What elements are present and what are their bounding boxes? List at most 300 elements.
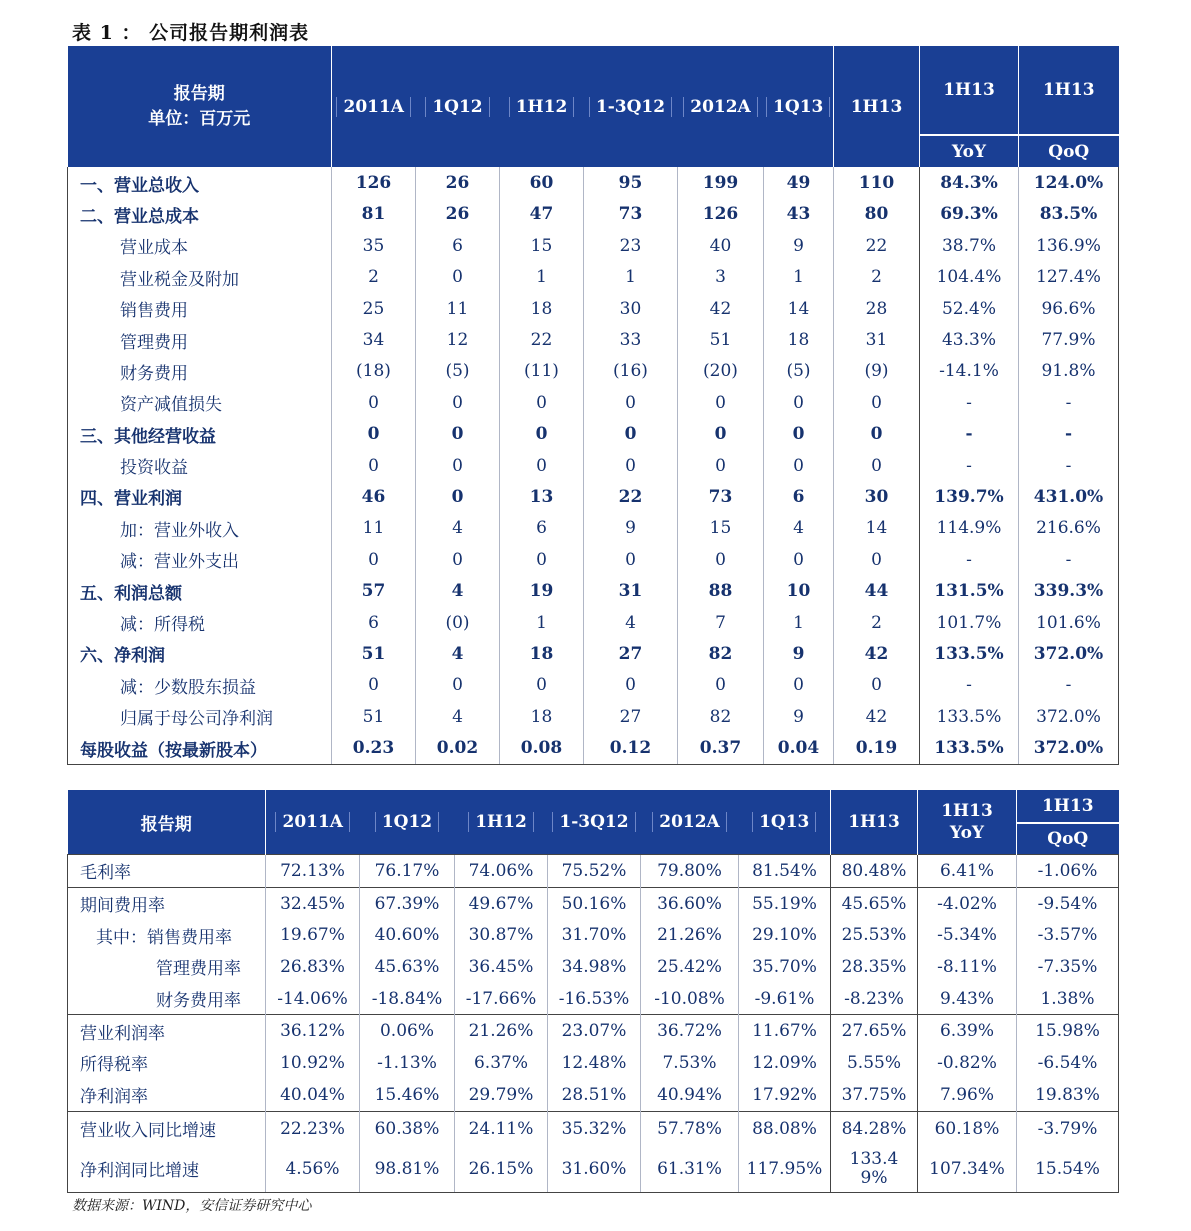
table-cell [831,1146,918,1193]
table-cell: (0) [416,607,500,638]
table-row [68,356,1119,387]
table-row [68,1047,1119,1079]
table-cell: (16) [584,356,678,387]
qoq-cell: -6.54% [1017,1047,1119,1079]
table-cell: 0 [678,450,764,481]
table-cell: 0 [500,544,584,575]
table-cell: 6 [500,513,584,544]
table-cell: 25 [332,293,416,324]
yoy-cell: 52.4% [920,293,1019,324]
qoq-cell: - [1019,419,1119,450]
table-cell: 0 [416,544,500,575]
row-label: 减：少数股东损益 [68,670,332,701]
yoy-cell: - [920,387,1019,418]
table-cell: 0 [416,262,500,293]
table-cell: 126 [332,167,416,198]
table-cell: 28.35% [831,951,918,983]
table-cell: 27.65% [831,1015,918,1047]
table-cell: 40.04% [266,1079,360,1111]
yoy-cell: - [920,450,1019,481]
qoq-cell: - [1019,450,1119,481]
ratio-report-period-header: 报告期 [68,790,266,855]
row-label: 管理费用率 [68,951,266,983]
table-cell: 9 [764,638,834,669]
table-cell: 0 [834,544,920,575]
table-cell: 35 [332,230,416,261]
table-cell: 9 [584,513,678,544]
table-cell: 11 [332,513,416,544]
table-cell: 79.80% [641,855,739,888]
table-cell: 0 [678,387,764,418]
row-label: 投资收益 [68,450,332,481]
table-cell: 1 [500,262,584,293]
table-cell: (5) [416,356,500,387]
table-cell: 0.02 [416,732,500,764]
table-cell: (20) [678,356,764,387]
table-cell: 40 [678,230,764,261]
table-cell: 82 [678,638,764,669]
yoy-cell: 69.3% [920,199,1019,230]
table-cell: 0 [678,544,764,575]
table-cell: 4 [416,701,500,732]
table-cell: 4 [416,575,500,606]
col-header-1q13: 1Q13 [764,46,834,167]
table-cell: 22.23% [266,1111,360,1146]
table-row [68,855,1119,888]
table-cell: 30.87% [455,919,548,951]
table-cell: 0.37 [678,732,764,764]
table-cell: 0.06% [360,1015,455,1047]
qoq-cell: 83.5% [1019,199,1119,230]
table-cell: -8.23% [831,983,918,1015]
table-cell: 42 [678,293,764,324]
row-label: 营业税金及附加 [68,262,332,293]
yoy-cell: 114.9% [920,513,1019,544]
ratio-col-header-qoq-period: 1H13 [1017,790,1119,823]
yoy-cell: 9.43% [918,983,1017,1015]
table-cell: 55.19% [739,887,831,919]
ratio-table [67,790,1119,1193]
row-label: 净利润率 [68,1079,266,1111]
table-cell: 0 [834,387,920,418]
table-cell: 42 [834,638,920,669]
qoq-cell: 15.54% [1017,1146,1119,1193]
table-row [68,293,1119,324]
qoq-cell: 15.98% [1017,1015,1119,1047]
qoq-cell: -9.54% [1017,887,1119,919]
yoy-cell: -0.82% [918,1047,1017,1079]
table-cell: 0 [764,450,834,481]
table-cell: 28 [834,293,920,324]
table-cell: 28.51% [548,1079,641,1111]
table-cell: 18 [500,701,584,732]
row-label: 归属于母公司净利润 [68,701,332,732]
table-cell: 126 [678,199,764,230]
table-cell: 0.04 [764,732,834,764]
qoq-cell: 96.6% [1019,293,1119,324]
table-cell: 7 [678,607,764,638]
table-cell: 51 [332,701,416,732]
table-row [68,1079,1119,1111]
qoq-cell: 136.9% [1019,230,1119,261]
col-header-1q12: 1Q12 [416,46,500,167]
table-cell: 21.26% [455,1015,548,1047]
table-cell: 0.19 [834,732,920,764]
table-cell: 0 [834,450,920,481]
table-cell: 44 [834,575,920,606]
wrapped-cell-text: 133.49% [849,1148,899,1188]
table-cell: 36.60% [641,887,739,919]
yoy-cell: 133.5% [920,638,1019,669]
qoq-cell: 216.6% [1019,513,1119,544]
row-label: 四、营业利润 [68,481,332,512]
table-cell: 60.38% [360,1111,455,1146]
qoq-cell: 1.38% [1017,983,1119,1015]
row-label: 销售费用 [68,293,332,324]
table-cell: 0 [416,481,500,512]
table-cell: 17.92% [739,1079,831,1111]
row-label: 毛利率 [68,855,266,888]
table-cell: 0 [584,387,678,418]
table-cell: -10.08% [641,983,739,1015]
yoy-cell: 84.3% [920,167,1019,198]
table-cell: 36.72% [641,1015,739,1047]
yoy-cell: 6.41% [918,855,1017,888]
table-cell: 7.53% [641,1047,739,1079]
table-cell: 2 [834,262,920,293]
table-row [68,387,1119,418]
table-cell: 0.08 [500,732,584,764]
table-cell: 18 [764,324,834,355]
table-cell: -18.84% [360,983,455,1015]
table-cell: 0 [584,450,678,481]
table-cell: (5) [764,356,834,387]
col-header-2011a: 2011A [332,46,416,167]
yoy-cell: 131.5% [920,575,1019,606]
table-cell: 15.46% [360,1079,455,1111]
table-cell: 10.92% [266,1047,360,1079]
col-header-yoy-period: 1H13 [920,46,1019,135]
table-cell: 72.13% [266,855,360,888]
table-cell: 15 [500,230,584,261]
row-label: 资产减值损失 [68,387,332,418]
table-row [68,1111,1119,1146]
report-period-header [68,46,332,167]
table-row [68,732,1119,764]
table-cell: -17.66% [455,983,548,1015]
ratio-col-header-qoq: QoQ [1017,823,1119,855]
table-cell: 4 [416,638,500,669]
table-cell: 1 [764,262,834,293]
table-cell: 0 [764,670,834,701]
ratio-col-header-yoy: 1H13 YoY [918,790,1017,855]
row-label: 营业利润率 [68,1015,266,1047]
table-row [68,951,1119,983]
col-header-1-3q12: 1-3Q12 [584,46,678,167]
data-source-note: 数据来源：WIND，安信证券研究中心 [72,1198,312,1214]
table-row [68,887,1119,919]
ratio-col-header-1q12: 1Q12 [360,790,455,855]
table-cell: 117.95% [739,1146,831,1193]
table-cell: 12.09% [739,1047,831,1079]
qoq-cell: 431.0% [1019,481,1119,512]
yoy-cell: 43.3% [920,324,1019,355]
table-cell: 30 [584,293,678,324]
col-header-qoq: QoQ [1019,135,1119,167]
yoy-cell: - [920,670,1019,701]
table-cell: 84.28% [831,1111,918,1146]
table-cell: 31 [584,575,678,606]
row-label: 减：营业外支出 [68,544,332,575]
table-cell: 0 [500,670,584,701]
table-row [68,670,1119,701]
table-cell: 35.70% [739,951,831,983]
table-row [68,575,1119,606]
ratio-col-header-1-3q12: 1-3Q12 [548,790,641,855]
qoq-cell: 101.6% [1019,607,1119,638]
table-cell: 31 [834,324,920,355]
table-cell: 26 [416,199,500,230]
table-cell: 31.70% [548,919,641,951]
table-row [68,919,1119,951]
row-label: 一、营业总收入 [68,167,332,198]
table-cell: 0 [500,387,584,418]
row-label: 六、净利润 [68,638,332,669]
table-cell: 36.12% [266,1015,360,1047]
table-cell: 42 [834,701,920,732]
table-cell: 14 [834,513,920,544]
table-row [68,638,1119,669]
table-row [68,230,1119,261]
table-cell: 11.67% [739,1015,831,1047]
row-label: 营业收入同比增速 [68,1111,266,1146]
table-cell: 6 [332,607,416,638]
qoq-cell: 372.0% [1019,701,1119,732]
table-cell: 80 [834,199,920,230]
table-cell: 34.98% [548,951,641,983]
table-cell: 80.48% [831,855,918,888]
table-cell: 199 [678,167,764,198]
yoy-cell: 139.7% [920,481,1019,512]
table-cell: 0 [332,450,416,481]
table-cell: 6 [764,481,834,512]
table-cell: 14 [764,293,834,324]
col-header-1h12: 1H12 [500,46,584,167]
table-cell: 6 [416,230,500,261]
table-row [68,199,1119,230]
table-cell: (18) [332,356,416,387]
table-cell: 67.39% [360,887,455,919]
table-row [68,419,1119,450]
yoy-cell: - [920,544,1019,575]
table-cell: 0.23 [332,732,416,764]
table-cell: 37.75% [831,1079,918,1111]
table-cell: 0 [764,387,834,418]
income-statement-table [67,46,1119,765]
row-label: 管理费用 [68,324,332,355]
table-cell: 57.78% [641,1111,739,1146]
qoq-cell: 372.0% [1019,732,1119,764]
table-cell: 36.45% [455,951,548,983]
table-cell: 0 [764,419,834,450]
ratio-col-header-1h12: 1H12 [455,790,548,855]
table-cell: -9.61% [739,983,831,1015]
table-cell: 12.48% [548,1047,641,1079]
table-cell: 98.81% [360,1146,455,1193]
table-cell: 0 [416,450,500,481]
col-header-yoy: YoY [920,135,1019,167]
ratio-col-header-1q13: 1Q13 [739,790,831,855]
table-cell: 22 [834,230,920,261]
table-cell: 0 [584,419,678,450]
table-cell: 0 [678,419,764,450]
yoy-cell: 7.96% [918,1079,1017,1111]
yoy-cell: - [920,419,1019,450]
qoq-cell: 127.4% [1019,262,1119,293]
table-cell: 26.15% [455,1146,548,1193]
table-cell: 45.63% [360,951,455,983]
table-cell: 95 [584,167,678,198]
qoq-cell: 19.83% [1017,1079,1119,1111]
qoq-cell: 91.8% [1019,356,1119,387]
table-cell: 9 [764,230,834,261]
table-cell: 81 [332,199,416,230]
table-cell: (9) [834,356,920,387]
row-label: 财务费用率 [68,983,266,1015]
table-row [68,983,1119,1015]
table-cell: 34 [332,324,416,355]
row-label: 财务费用 [68,356,332,387]
table-cell: 4 [764,513,834,544]
col-header-1h13: 1H13 [834,46,920,167]
row-label: 所得税率 [68,1047,266,1079]
table-cell: 110 [834,167,920,198]
page-title: 表 1 ： 公司报告期利润表 [72,22,310,44]
table-cell: 2 [834,607,920,638]
table-cell: 1 [500,607,584,638]
table-cell: 0 [500,450,584,481]
table-cell: 11 [416,293,500,324]
table-cell: 0 [584,670,678,701]
row-label: 三、其他经营收益 [68,419,332,450]
table-row [68,701,1119,732]
yoy-cell: 101.7% [920,607,1019,638]
table-cell: 18 [500,638,584,669]
table-cell: 25.42% [641,951,739,983]
table-cell: 29.79% [455,1079,548,1111]
qoq-cell: 77.9% [1019,324,1119,355]
yoy-cell: 38.7% [920,230,1019,261]
qoq-cell: -3.79% [1017,1111,1119,1146]
table-cell: 0 [332,544,416,575]
table-row [68,1146,1119,1193]
table-cell: 15 [678,513,764,544]
table-cell: 23 [584,230,678,261]
table-cell: 31.60% [548,1146,641,1193]
table-cell: 49.67% [455,887,548,919]
qoq-cell: 339.3% [1019,575,1119,606]
table-cell: 21.26% [641,919,739,951]
table-cell: 51 [678,324,764,355]
table-cell: 23.07% [548,1015,641,1047]
table-cell: 5.55% [831,1047,918,1079]
table-cell: 30 [834,481,920,512]
table-cell: 0 [416,670,500,701]
table-row [68,1015,1119,1047]
qoq-cell: -3.57% [1017,919,1119,951]
qoq-cell: -1.06% [1017,855,1119,888]
table-cell: 1 [584,262,678,293]
table-cell: 24.11% [455,1111,548,1146]
table-cell: 75.52% [548,855,641,888]
table-cell: 26 [416,167,500,198]
table-cell: 13 [500,481,584,512]
table-cell: -1.13% [360,1047,455,1079]
table-cell: 46 [332,481,416,512]
table-cell: 22 [500,324,584,355]
table-cell: 4 [416,513,500,544]
table-cell: 4 [584,607,678,638]
yoy-cell: -4.02% [918,887,1017,919]
table-cell: 27 [584,701,678,732]
table-cell: 9 [764,701,834,732]
table-row [68,513,1119,544]
table-cell: 4.56% [266,1146,360,1193]
table-cell: 6.37% [455,1047,548,1079]
yoy-cell: 104.4% [920,262,1019,293]
table-row [68,262,1119,293]
table-cell: 82 [678,701,764,732]
table-cell: 0 [416,419,500,450]
table-cell: 0 [584,544,678,575]
table-cell: 40.60% [360,919,455,951]
qoq-cell: - [1019,544,1119,575]
table-cell: 0 [500,419,584,450]
table-row [68,167,1119,198]
table-cell: 57 [332,575,416,606]
ratio-col-header-1h13: 1H13 [831,790,918,855]
table-cell: 76.17% [360,855,455,888]
row-label: 期间费用率 [68,887,266,919]
table-cell: 73 [584,199,678,230]
yoy-cell: 6.39% [918,1015,1017,1047]
yoy-cell: 60.18% [918,1111,1017,1146]
table-cell: 43 [764,199,834,230]
table-cell: 0 [332,387,416,418]
table-cell: 33 [584,324,678,355]
table-cell: 49 [764,167,834,198]
table-cell: 0 [332,419,416,450]
table-cell: 0 [416,387,500,418]
table-cell: 51 [332,638,416,669]
table-cell: 29.10% [739,919,831,951]
row-label: 每股收益（按最新股本） [68,732,332,764]
qoq-cell: -7.35% [1017,951,1119,983]
table-cell: 61.31% [641,1146,739,1193]
table-cell: 10 [764,575,834,606]
table-row [68,324,1119,355]
table-cell: 0 [678,670,764,701]
table-cell: 60 [500,167,584,198]
row-label: 五、利润总额 [68,575,332,606]
col-header-qoq-period: 1H13 [1019,46,1119,135]
table-cell: 2 [332,262,416,293]
unit-label: 单位：百万元 [148,108,251,129]
table-cell: 32.45% [266,887,360,919]
table-cell: 88 [678,575,764,606]
table-cell: 0 [332,670,416,701]
table-cell: 27 [584,638,678,669]
